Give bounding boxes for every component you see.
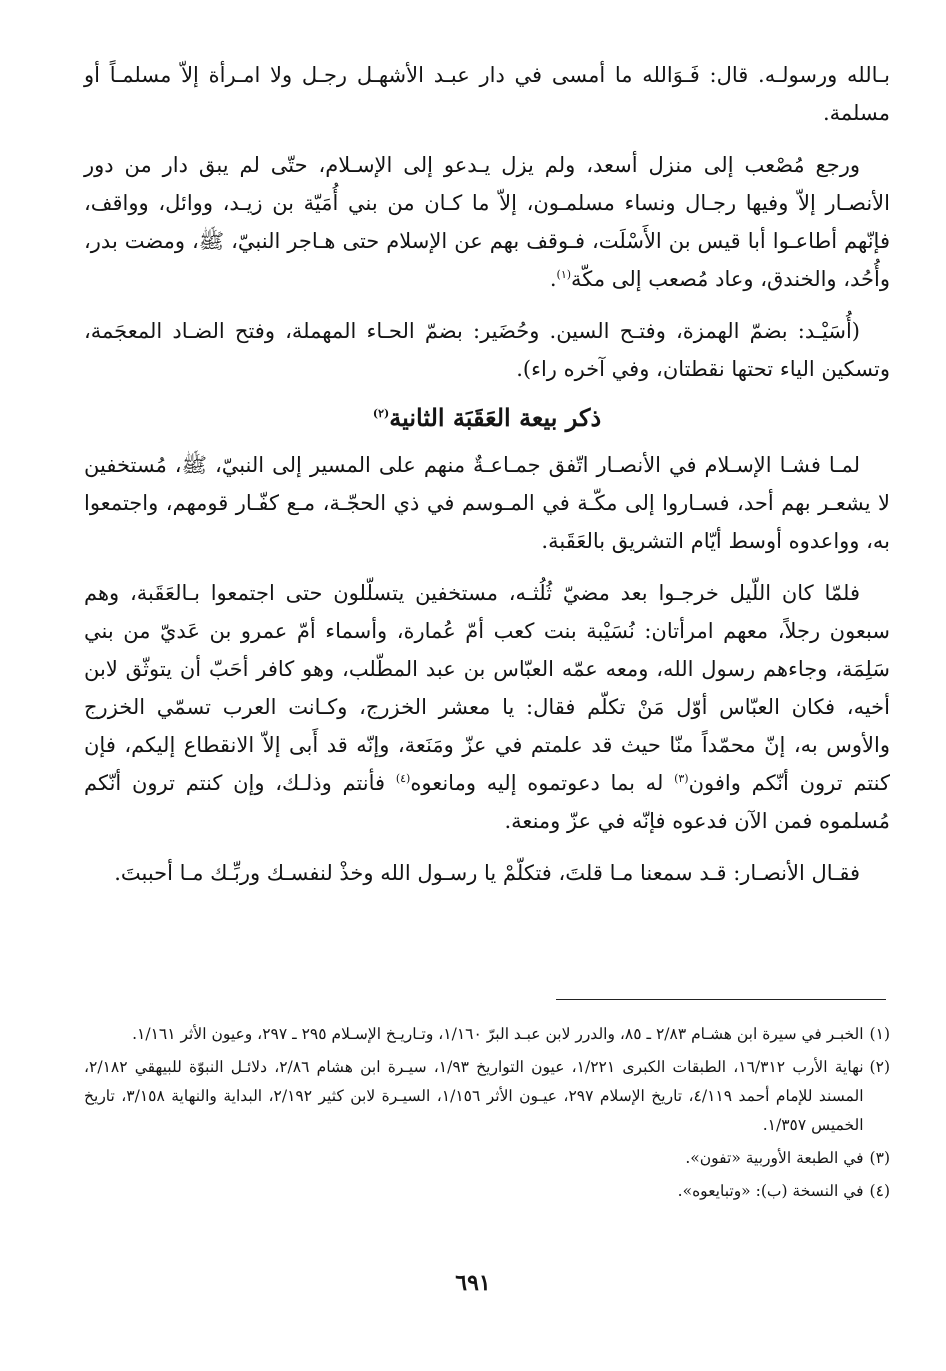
paragraph-2-end: . [549, 267, 557, 291]
paragraph-5-text-b: له بما دعوتموه إليه ومانعوه [410, 771, 675, 795]
footnote-number: (٣) [869, 1149, 890, 1167]
footnotes [84, 1020, 890, 1210]
paragraph-4-text: لمـا فشـا الإسـلام في الأنصـار اتّفق جمـاعـةٌ منهم على المسير إلى النبيّ، ﷺ، مُستخفين لا يشعـر بهم أحد، فسـاروا إلى مكّـة في المـوسم في ذي الحجّـة، مـع كفّـار قومهم، واجتمعوا به، وواعدوه أوسط أيّام التشريق بالعَقَبة. [84, 453, 890, 553]
paragraph-4 [84, 446, 890, 560]
footnote-item [84, 1177, 890, 1206]
paragraph-1 [84, 56, 890, 132]
footnote-ref-4[interactable]: (٤) [395, 772, 411, 785]
paragraph-3 [84, 312, 890, 388]
footnote-text: في النسخة (ب): «وتبايعوه». [677, 1182, 864, 1200]
paragraph-3-text: (أُسَيْـد: بضمّ الهمزة، وفتـح السين. وحُضَير: بضمّ الحـاء المهملة، وفتح الضـاد المعجَمة، وتسكين الياء تحتها نقطتان، وفي آخره راء). [84, 319, 890, 381]
footnote-text: نهاية الأرب ١٦/٣١٢، الطبقات الكبرى ١/٢٢١، عيون التواريخ ١/٩٣، سيـرة ابن هشام ٢/٨٦، دلائـل النبوّة للبيهقي ٢/١٨٢، المسند للإمام أحمد ٤/١١٩، تاريخ الإسلام ٢٩٧، عيـون الأثر ١/١٥٦، السيـرة لابن كثير ٢/١٩٢، البداية والنهاية ٣/١٥٨، تاريخ الخميس ١/٣٥٧. [84, 1058, 864, 1134]
footnote-number: (٤) [869, 1182, 890, 1200]
footnote-item [84, 1020, 890, 1049]
section-heading [84, 398, 890, 438]
page-number: ٦٩١ [455, 1270, 491, 1296]
paragraph-2 [84, 146, 890, 298]
section-heading-text: ذكر بيعة العَقَبَة الثانية [389, 403, 602, 432]
footnote-ref-1[interactable]: (١) [556, 268, 572, 281]
footnote-item [84, 1053, 890, 1140]
footnote-number: (١) [869, 1025, 890, 1043]
paragraph-6-text: فقـال الأنصـار: قـد سمعنا مـا قلتَ، فتكلّمْ يا رسـول الله وخذْ لنفسـك وربِّـك مـا أحببتَ. [114, 861, 860, 885]
footnote-text: الخبـر في سيرة ابن هشـام ٢/٨٣ ـ ٨٥، والدرر لابن عبـد البرّ ١/١٦٠، وتـاريـخ الإسـلام ٢٩٥ ـ ٢٩٧، وعيون الأثر ١/١٦١. [132, 1025, 864, 1043]
footnote-ref-2[interactable]: (٢) [372, 407, 390, 420]
paragraph-5 [84, 574, 890, 840]
paragraph-1-text: بـالله ورسولـه. قال: فَـوَالله ما أمسى في دار عبـد الأشهـل رجـل ولا امـرأة إلاّ مسلمـاً أو مسلمة. [84, 63, 890, 125]
footnote-number: (٢) [869, 1058, 890, 1076]
footnote-item [84, 1144, 890, 1173]
footnote-divider [556, 999, 886, 1000]
footnote-ref-3[interactable]: (٣) [674, 772, 689, 785]
paragraph-2-text: ورجع مُصْعب إلى منزل أسعد، ولم يزل يـدعو إلى الإسـلام، حتّى لم يبق دار من دور الأنصـار إلاّ وفيها رجـال ونساء مسلمـون، إلاّ ما كـان من بني أُمَيّة بن زيـد، ووائل، وواقف، فإنّهم أطاعـوا أبا قيس بن الأَسْلَت، فـوقف بهم عن الإسلام حتى هـاجر النبيّ، ﷺ، ومضت بدر، وأُحُد، والخندق، وعاد مُصعب إلى مكّة [84, 153, 890, 291]
footnote-text: في الطبعة الأوربية «تفون». [685, 1149, 864, 1167]
paragraph-6 [84, 854, 890, 892]
paragraph-5-text-a: فلمّا كان اللّيل خرجـوا بعد مضيّ ثُلُثـه، مستخفين يتسلّلون حتى اجتمعوا بـالعَقَبة، وهم سبعون رجلاً، معهم امرأتان: نُسَيْبة بنت كعب أمّ عُمارة، وأسماء أمّ عمرو بن عَديّ من بني سَلِمَة، وجاءهم رسول الله، ومعه عمّه العبّاس بن عبد المطّلب، وهو كافر أحَبّ أن يتوثّق لابن أخيه، فكان العبّاس أوّل مَنْ تكلّم فقال: يا معشر الخزرج، وكـانت العرب تسمّي الخزرج والأوس به، إنّ محمّداً منّا حيث قد علمتم في عزّ ومَنَعة، وإنّه قد أَبى إلاّ الانقطاع إليكم، فإن كنتم ترون أنّكم وافون [84, 581, 890, 795]
paragraph-5-text-c: فأنتم وذلـك، وإن كنتم ترون أنّكم مُسلموه فمن الآن فدعوه فإنّه في عزّ ومنعة. [84, 771, 890, 833]
